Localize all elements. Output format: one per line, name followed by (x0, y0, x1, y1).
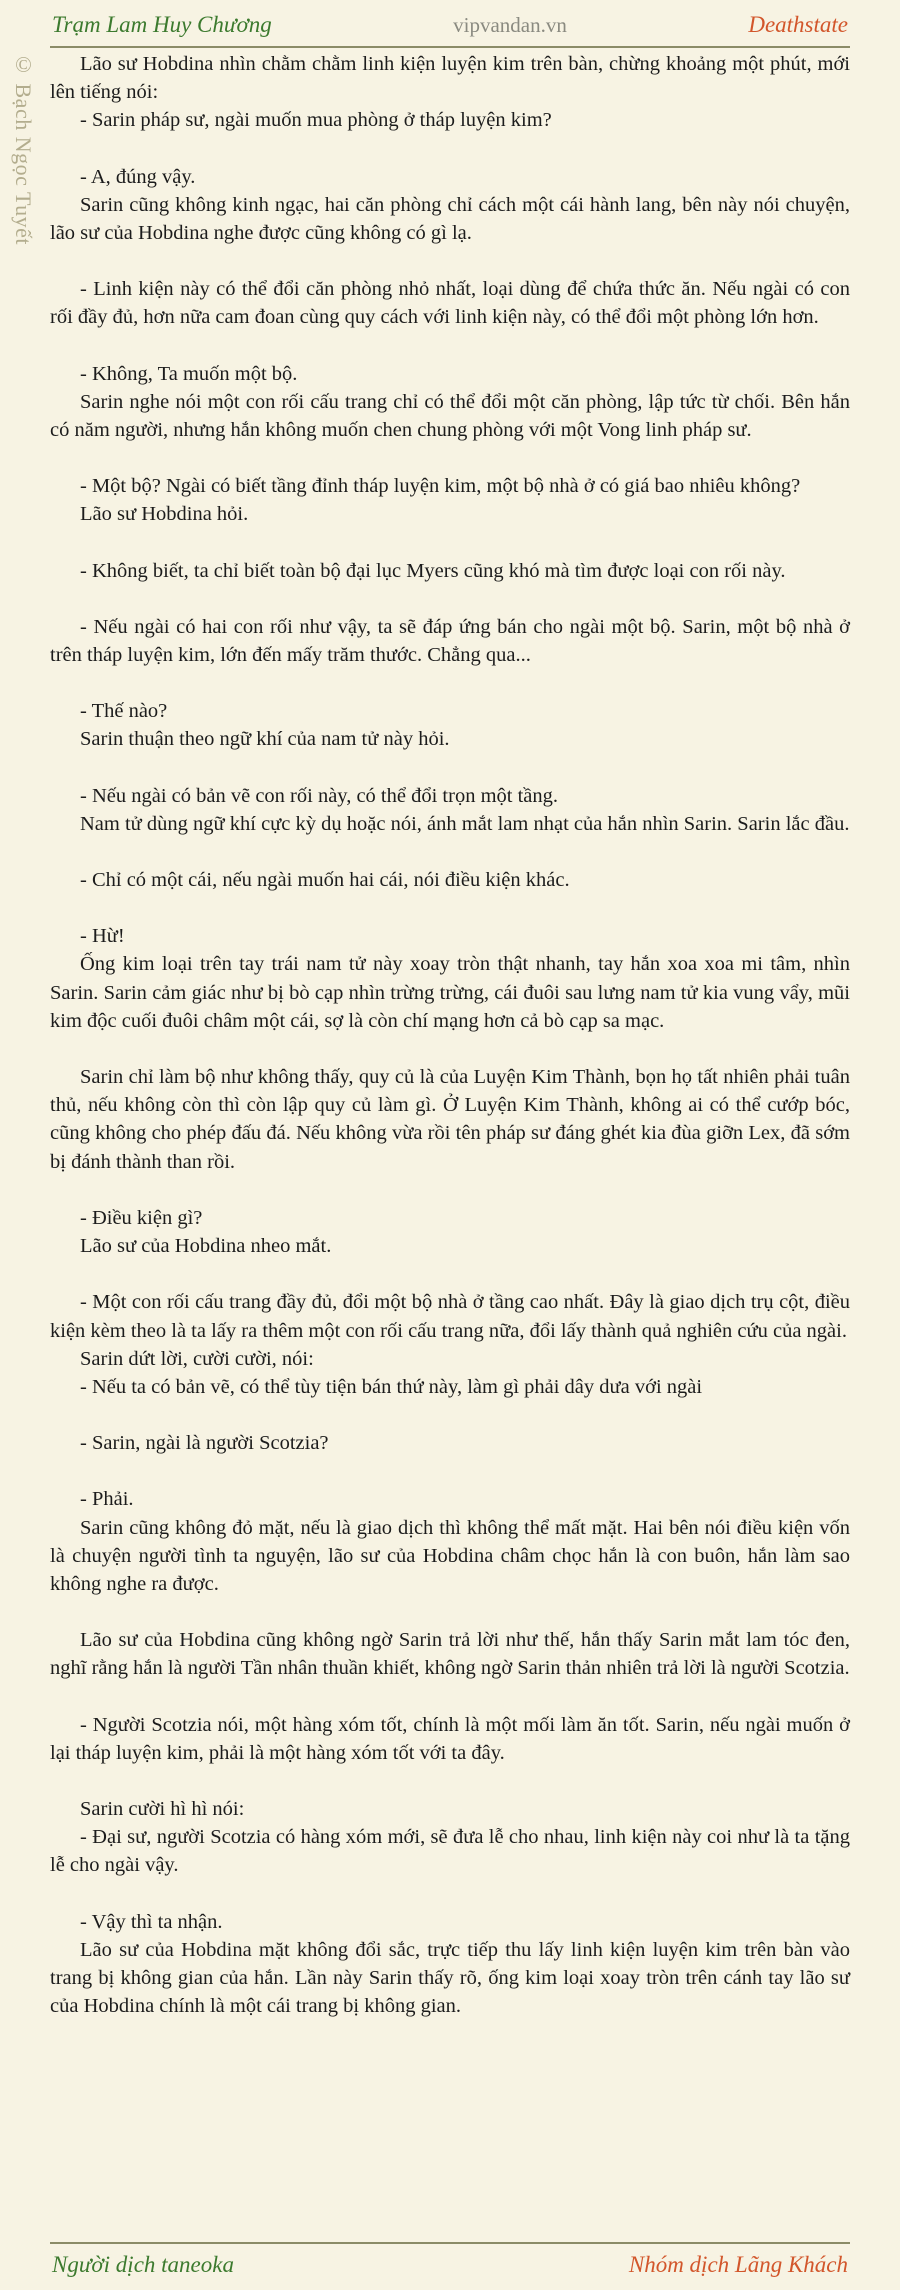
header-site-name: Trạm Lam Huy Chương (52, 12, 272, 37)
page-footer (52, 2248, 848, 2282)
paragraph: Sarin cũng không đỏ mặt, nếu là giao dịch thì không thể mất mặt. Hai bên nói điều kiện vốn là chuyện người tình ta nguyện, lão sư của Hobdina châm chọc hắn là con buôn, hắn làm sao không nghe ra được. (50, 1516, 850, 1595)
paragraph: - Nếu ngài có bản vẽ con rối này, có thể đổi trọn một tầng. (80, 784, 559, 807)
paragraph: - Không biết, ta chỉ biết toàn bộ đại lục Myers cũng khó mà tìm được loại con rối này. (80, 559, 786, 582)
paragraph-spacer (50, 669, 850, 697)
paragraph: - Chỉ có một cái, nếu ngài muốn hai cái, nói điều kiện khác. (80, 869, 570, 892)
paragraph: - Không, Ta muốn một bộ. (80, 362, 298, 385)
paragraph-spacer (50, 529, 850, 557)
paragraph: - Nếu ngài có hai con rối như vậy, ta sẽ đáp ứng bán cho ngài một bộ. Sarin, một bộ nhà ở trên tháp luyện kim, lớn đến mấy trăm thước. Chẳng qua... (50, 615, 850, 667)
paragraph: Lão sư Hobdina hỏi. (80, 503, 249, 526)
paragraph: - Một con rối cấu trang đầy đủ, đổi một bộ nhà ở tầng cao nhất. Đây là giao dịch trụ cột, điều kiện kèm theo là ta lấy ra thêm một con rối cấu trang nữa, đổi lấy thành quả nghiên cứu của ngài. (50, 1291, 850, 1342)
paragraph: - Linh kiện này có thể đổi căn phòng nhỏ nhất, loại dùng để chứa thức ăn. Nếu ngài có con rối đầy đủ, hơn nữa cam đoan cùng quy cách với linh kiện này, có thể đổi một phòng lớn hơn. (50, 278, 850, 329)
paragraph-spacer (50, 1767, 850, 1795)
paragraph: Sarin chỉ làm bộ như không thấy, quy củ là của Luyện Kim Thành, bọn họ tất nhiên phải tuân thủ, nếu không còn thì còn lập quy củ làm gì. Ở Luyện Kim Thành, không ai có thể cướp bóc, cũng không cho phép đấu đá. Nếu không vừa rồi tên pháp sư đáng ghét kia đùa giỡn Lex, đã sớm bị đánh thành than rồi. (50, 1066, 850, 1173)
paragraph-spacer (50, 1401, 850, 1429)
footer-translator: Người dịch taneoka (52, 2252, 234, 2277)
paragraph-spacer (50, 838, 850, 866)
paragraph: Lão sư của Hobdina cũng không ngờ Sarin trả lời như thế, hắn thấy Sarin mắt lam tóc đen, nghĩ rằng hắn là người Tần nhân thuần khiết, không ngờ Sarin thản nhiên trả lời là người Scotzia. (50, 1629, 850, 1680)
paragraph: - Một bộ? Ngài có biết tầng đỉnh tháp luyện kim, một bộ nhà ở có giá bao nhiêu không? (80, 475, 801, 498)
paragraph-spacer (50, 1176, 850, 1204)
paragraph: - Nếu ta có bản vẽ, có thể tùy tiện bán thứ này, làm gì phải dây dưa với ngài (80, 1375, 703, 1398)
paragraph-spacer (50, 247, 850, 275)
story-text (50, 50, 850, 2020)
paragraph: Ống kim loại trên tay trái nam tử này xoay tròn thật nhanh, tay hắn xoa xoa mi tâm, nhìn Sarin. Sarin cảm giác như bị bò cạp nhìn trừng trừng, cái đuôi sau lưng nam tử kia vung vẩy, mũi kim độc cuối đuôi châm một cái, sợ là còn chí mạng hơn cả bò cạp sa mạc. (50, 953, 850, 1032)
paragraph-spacer (50, 1683, 850, 1711)
paragraph: Lão sư của Hobdina mặt không đổi sắc, trực tiếp thu lấy linh kiện luyện kim trên bàn vào trang bị không gian của hắn. Lần này Sarin thấy rõ, ống kim loại xoay tròn trên cánh tay lão sư của Hobdina chính là một cái trang bị không gian. (50, 1938, 850, 2018)
paragraph: - Sarin pháp sư, ngài muốn mua phòng ở tháp luyện kim? (80, 109, 552, 132)
page-header (52, 8, 848, 42)
footer-divider (50, 2242, 850, 2244)
paragraph-spacer (50, 1880, 850, 1908)
paragraph-spacer (50, 332, 850, 360)
paragraph: Lão sư Hobdina nhìn chằm chằm linh kiện luyện kim trên bàn, chừng khoảng một phút, mới lên tiếng nói: (50, 53, 850, 104)
paragraph: - A, đúng vậy. (80, 165, 196, 188)
header-url: vipvandan.vn (453, 12, 567, 37)
header-divider (50, 46, 850, 48)
paragraph: Nam tử dùng ngữ khí cực kỳ dụ hoặc nói, ánh mắt lam nhạt của hắn nhìn Sarin. Sarin lắc đầu. (80, 812, 850, 835)
paragraph: - Hừ! (80, 925, 125, 948)
paragraph: - Đại sư, người Scotzia có hàng xóm mới, sẽ đưa lễ cho nhau, linh kiện này coi như là ta tặng lễ cho ngài vậy. (50, 1826, 850, 1877)
paragraph-spacer (50, 894, 850, 922)
paragraph: - Thế nào? (80, 700, 168, 723)
paragraph: - Phải. (80, 1488, 134, 1511)
paragraph-spacer (50, 585, 850, 613)
paragraph-spacer (50, 1598, 850, 1626)
footer-translation-group: Nhóm dịch Lãng Khách (628, 2252, 848, 2277)
paragraph: Lão sư của Hobdina nheo mắt. (80, 1235, 332, 1258)
paragraph: Sarin cũng không kinh ngạc, hai căn phòng chỉ cách một cái hành lang, bên này nói chuyện, lão sư của Hobdina nghe được cũng không có gì lạ. (50, 193, 850, 245)
paragraph-spacer (50, 1457, 850, 1485)
side-copyright: © Bạch Ngọc Tuyết (11, 52, 36, 245)
header-book-title: Deathstate (748, 12, 848, 37)
paragraph: Sarin dứt lời, cười cười, nói: (80, 1347, 314, 1370)
paragraph: Sarin thuận theo ngữ khí của nam tử này hỏi. (80, 728, 450, 751)
paragraph-spacer (50, 1035, 850, 1063)
paragraph-spacer (50, 135, 850, 163)
paragraph: - Người Scotzia nói, một hàng xóm tốt, chính là một mối làm ăn tốt. Sarin, nếu ngài muốn ở lại tháp luyện kim, phải là một hàng xóm tốt với ta đây. (50, 1713, 850, 1764)
paragraph-spacer (50, 754, 850, 782)
paragraph: - Vậy thì ta nhận. (80, 1910, 223, 1933)
paragraph: Sarin cười hì hì nói: (80, 1797, 245, 1820)
paragraph: Sarin nghe nói một con rối cấu trang chỉ có thể đổi một căn phòng, lập tức từ chối. Bên hắn có năm người, nhưng hắn không muốn chen chung phòng với một Vong linh pháp sư. (50, 390, 850, 442)
paragraph-spacer (50, 1260, 850, 1288)
paragraph: - Sarin, ngài là người Scotzia? (80, 1432, 329, 1455)
paragraph-spacer (50, 444, 850, 472)
paragraph: - Điều kiện gì? (80, 1206, 203, 1229)
